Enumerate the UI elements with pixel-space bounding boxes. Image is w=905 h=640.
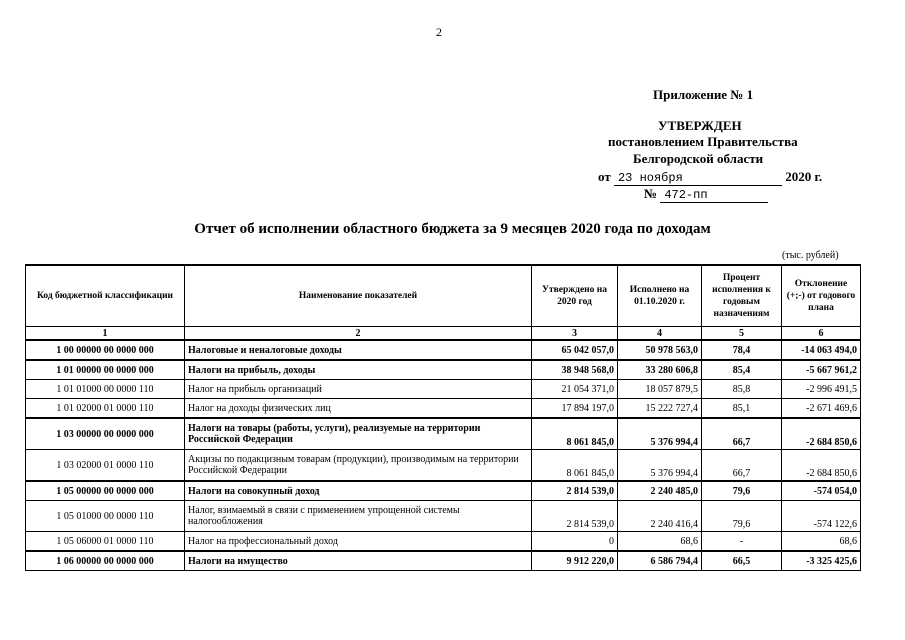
table-row (26, 399, 861, 419)
row-approved: 9 912 220,0 (532, 551, 618, 571)
annex-label: Приложение № 1 (653, 87, 754, 102)
row-code: 1 05 06000 01 0000 110 (26, 532, 185, 552)
row-percent: 66,5 (702, 551, 782, 571)
table-row (26, 481, 861, 501)
table-row (26, 360, 861, 380)
row-name: Налог на профессиональный доход (185, 532, 532, 552)
row-deviation: -2 684 850,6 (782, 450, 861, 482)
approved-label: УТВЕРЖДЕН (658, 118, 742, 133)
report-title: Отчет об исполнении областного бюджета за 9 месяцев 2020 года по доходам (194, 221, 711, 237)
page-number: 2 (436, 25, 442, 39)
row-percent: 66,7 (702, 418, 782, 450)
table-row (26, 380, 861, 399)
row-code: 1 00 00000 00 0000 000 (26, 340, 185, 360)
column-header: Отклонение (+;-) от годового плана (782, 265, 861, 327)
column-number: 3 (532, 327, 618, 341)
row-approved: 0 (532, 532, 618, 552)
column-number-row (26, 327, 861, 341)
row-deviation: -2 671 469,6 (782, 399, 861, 419)
row-code: 1 01 02000 01 0000 110 (26, 399, 185, 419)
table-body (26, 340, 861, 571)
column-number: 1 (26, 327, 185, 341)
row-executed: 50 978 563,0 (618, 340, 702, 360)
table-row (26, 551, 861, 571)
column-header: Утверждено на 2020 год (532, 265, 618, 327)
table-row (26, 418, 861, 450)
row-approved: 65 042 057,0 (532, 340, 618, 360)
row-name: Налог, взимаемый в связи с применением упрощенной системы налогообложения (185, 501, 532, 532)
row-approved: 17 894 197,0 (532, 399, 618, 419)
row-approved: 38 948 568,0 (532, 360, 618, 380)
row-name: Налог на прибыль организаций (185, 380, 532, 399)
row-code: 1 01 00000 00 0000 000 (26, 360, 185, 380)
row-executed: 15 222 727,4 (618, 399, 702, 419)
row-deviation: -3 325 425,6 (782, 551, 861, 571)
units-label: (тыс. рублей) (782, 250, 839, 261)
row-name: Акцизы по подакцизным товарам (продукции), производимым на территории Российской Федерации (185, 450, 532, 482)
row-approved: 8 061 845,0 (532, 418, 618, 450)
row-name: Налоги на имущество (185, 551, 532, 571)
column-header: Процент исполнения к годовым назначениям (702, 265, 782, 327)
row-percent: 79,6 (702, 481, 782, 501)
row-code: 1 05 00000 00 0000 000 (26, 481, 185, 501)
table-row (26, 501, 861, 532)
row-name: Налог на доходы физических лиц (185, 399, 532, 419)
region-label: Белгородской области (633, 151, 764, 166)
row-name: Налоговые и неналоговые доходы (185, 340, 532, 360)
table-row (26, 532, 861, 552)
row-deviation: -14 063 494,0 (782, 340, 861, 360)
decree-number: 472-пп (660, 188, 768, 203)
column-header: Наименование показателей (185, 265, 532, 327)
row-deviation: -2 684 850,6 (782, 418, 861, 450)
row-approved: 21 054 371,0 (532, 380, 618, 399)
row-percent: 85,8 (702, 380, 782, 399)
row-approved: 2 814 539,0 (532, 481, 618, 501)
row-executed: 2 240 485,0 (618, 481, 702, 501)
row-executed: 33 280 606,8 (618, 360, 702, 380)
row-deviation: -5 667 961,2 (782, 360, 861, 380)
number-prefix: № (644, 186, 658, 201)
column-header: Исполнено на 01.10.2020 г. (618, 265, 702, 327)
row-executed: 5 376 994,4 (618, 418, 702, 450)
revenue-table (25, 264, 861, 571)
column-number: 6 (782, 327, 861, 341)
row-percent: 85,1 (702, 399, 782, 419)
decree-label: постановлением Правительства (608, 134, 798, 149)
row-percent: - (702, 532, 782, 552)
row-code: 1 05 01000 00 0000 110 (26, 501, 185, 532)
row-name: Налоги на товары (работы, услуги), реализуемые на территории Российской Федерации (185, 418, 532, 450)
column-header: Код бюджетной классификации (26, 265, 185, 327)
row-approved: 8 061 845,0 (532, 450, 618, 482)
column-number: 4 (618, 327, 702, 341)
decree-date: 23 ноября (614, 171, 782, 186)
row-name: Налоги на совокупный доход (185, 481, 532, 501)
row-code: 1 03 00000 00 0000 000 (26, 418, 185, 450)
row-executed: 6 586 794,4 (618, 551, 702, 571)
row-percent: 85,4 (702, 360, 782, 380)
row-deviation: 68,6 (782, 532, 861, 552)
row-approved: 2 814 539,0 (532, 501, 618, 532)
row-code: 1 03 02000 01 0000 110 (26, 450, 185, 482)
table-row (26, 340, 861, 360)
date-year: 2020 г. (785, 169, 823, 184)
row-percent: 66,7 (702, 450, 782, 482)
row-executed: 68,6 (618, 532, 702, 552)
table-header-row (26, 265, 861, 327)
row-executed: 18 057 879,5 (618, 380, 702, 399)
row-code: 1 06 00000 00 0000 000 (26, 551, 185, 571)
column-number: 2 (185, 327, 532, 341)
decree-number-line (644, 186, 768, 203)
row-executed: 2 240 416,4 (618, 501, 702, 532)
row-name: Налоги на прибыль, доходы (185, 360, 532, 380)
decree-date-line (598, 169, 822, 186)
row-executed: 5 376 994,4 (618, 450, 702, 482)
column-number: 5 (702, 327, 782, 341)
row-percent: 78,4 (702, 340, 782, 360)
date-prefix: от (598, 169, 611, 184)
row-deviation: -574 054,0 (782, 481, 861, 501)
row-deviation: -2 996 491,5 (782, 380, 861, 399)
row-deviation: -574 122,6 (782, 501, 861, 532)
row-percent: 79,6 (702, 501, 782, 532)
row-code: 1 01 01000 00 0000 110 (26, 380, 185, 399)
table-row (26, 450, 861, 482)
